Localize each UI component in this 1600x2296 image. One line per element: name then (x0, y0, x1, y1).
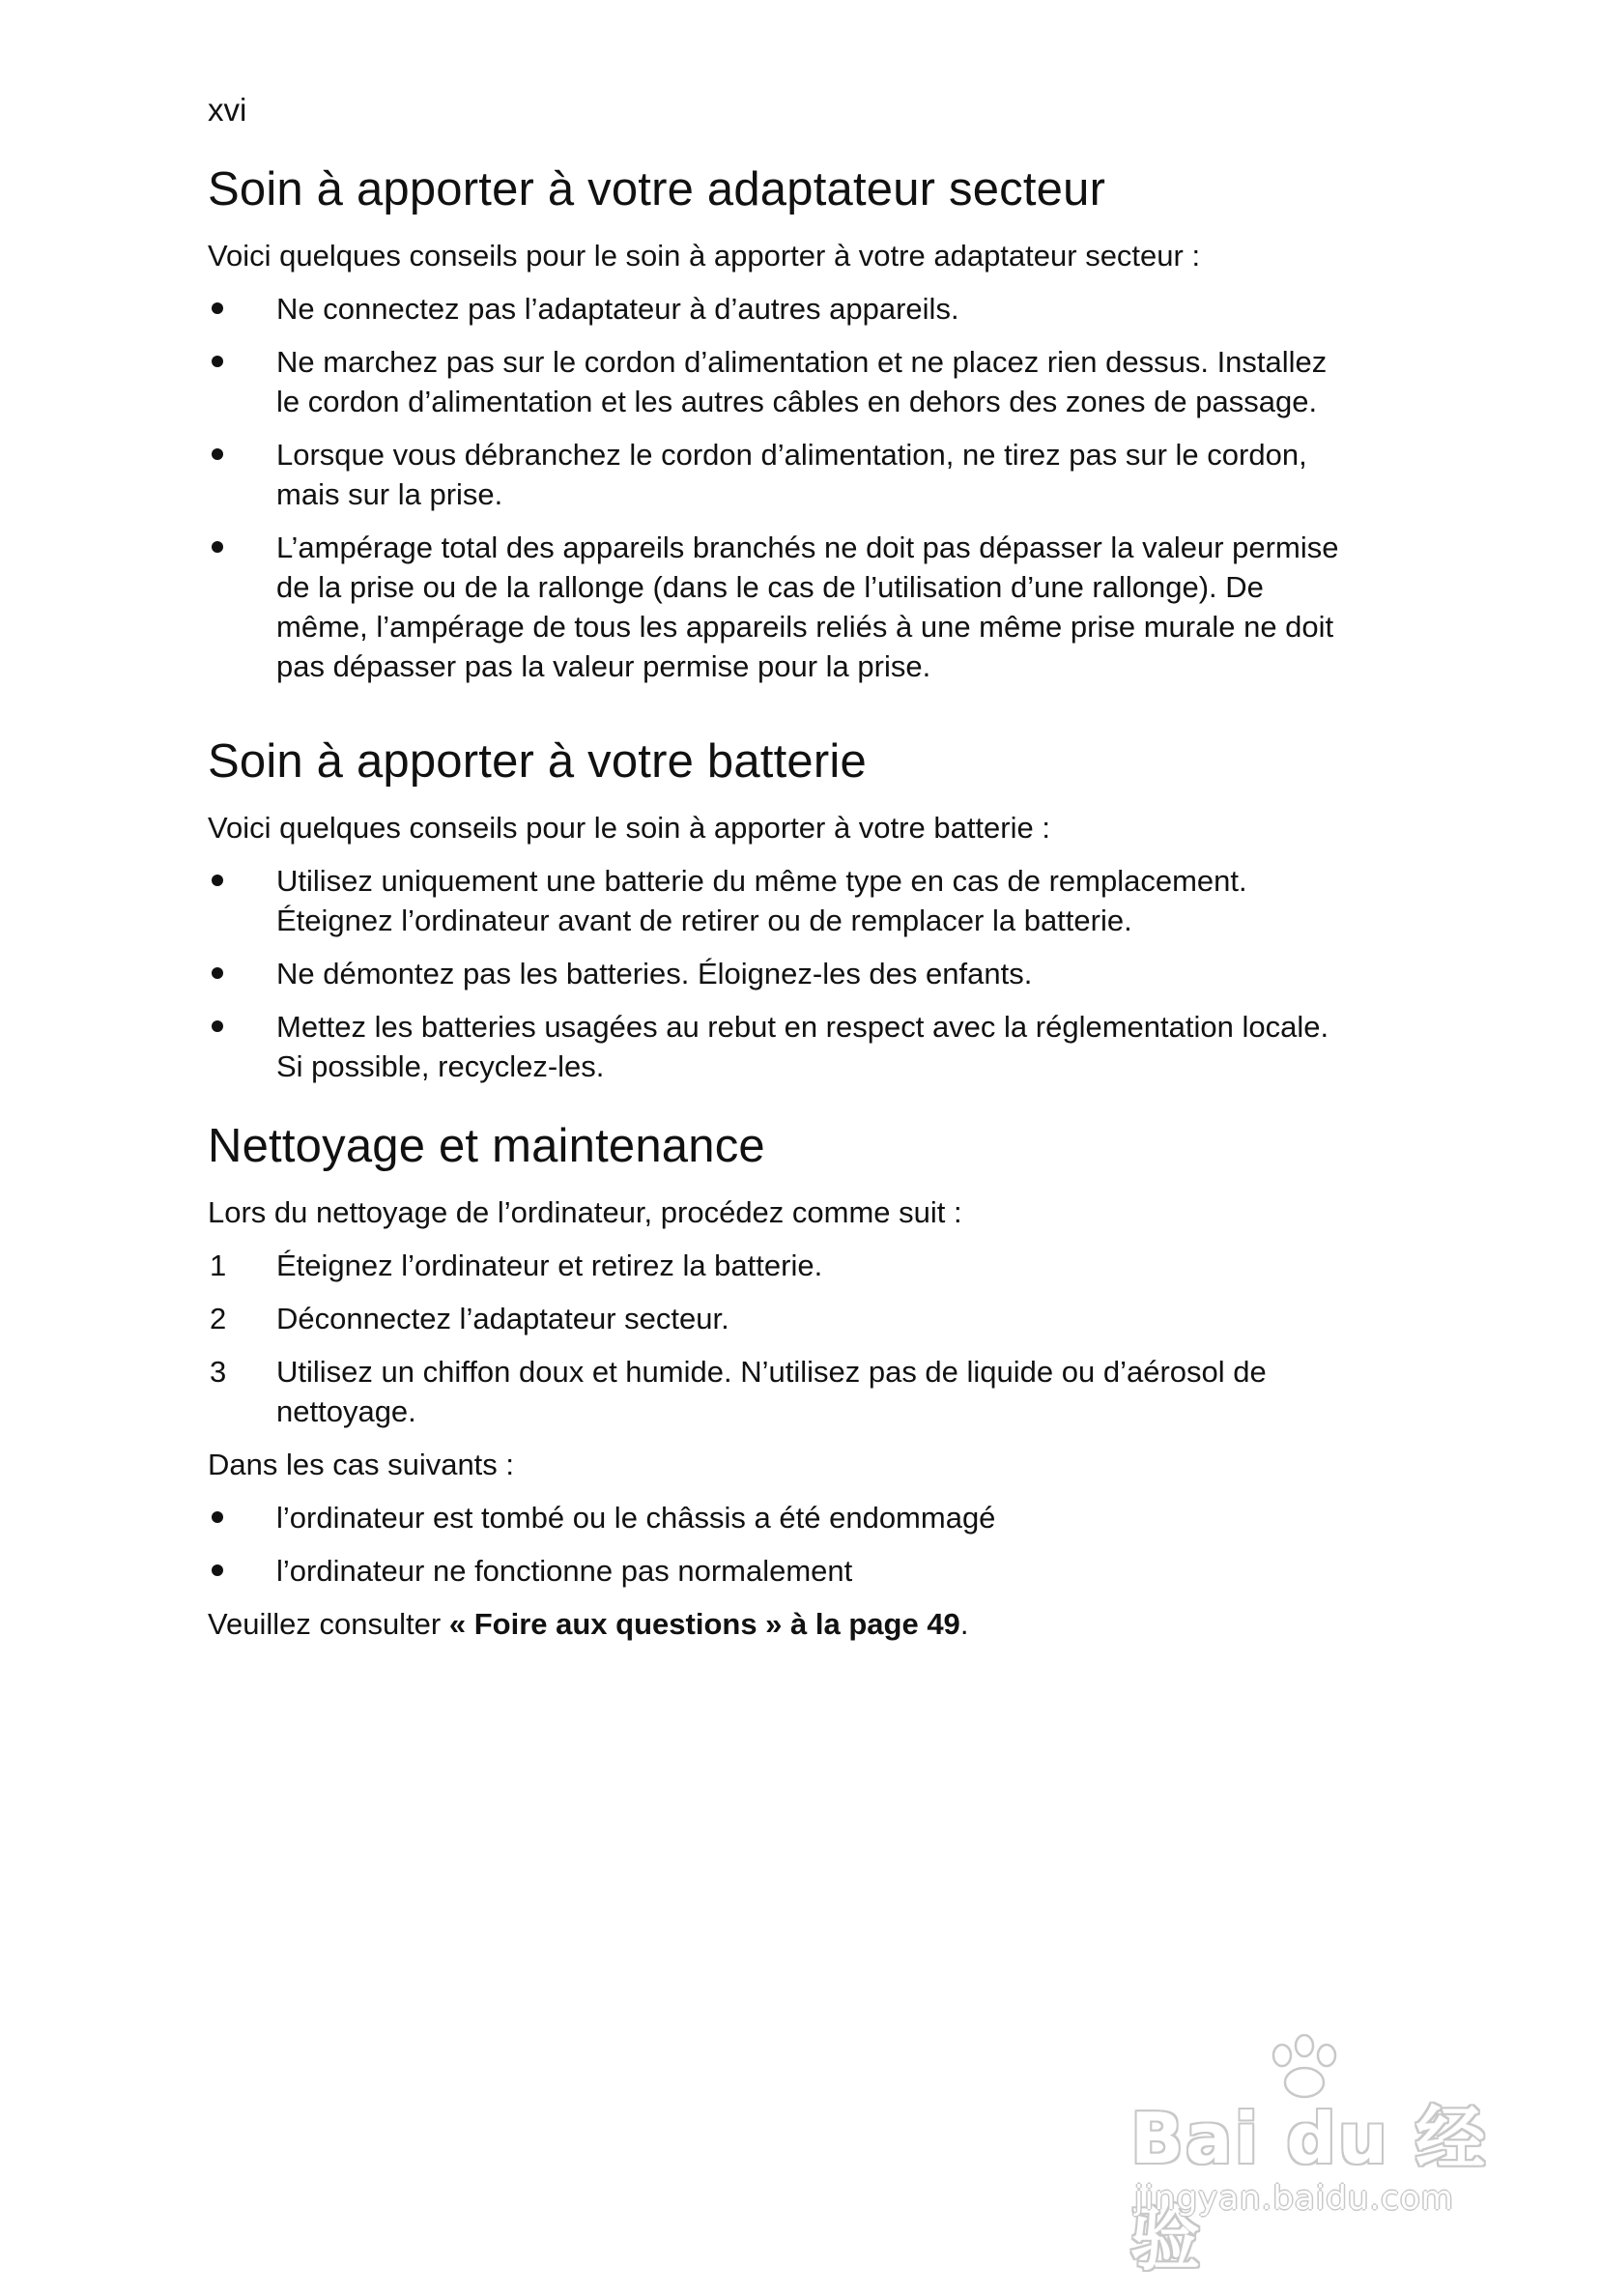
faq-reference (208, 1604, 1348, 1644)
bullet-icon (212, 356, 223, 367)
bullet-icon (212, 967, 223, 979)
step-number: 2 (210, 1302, 227, 1335)
bullet-icon (212, 302, 223, 314)
list-item (208, 861, 1348, 940)
cases-intro: Dans les cas suivants : (208, 1448, 515, 1481)
step-number: 3 (210, 1355, 227, 1389)
list-item (208, 1007, 1348, 1086)
heading-cleaning-maintenance: Nettoyage et maintenance (208, 1120, 765, 1172)
list-item-text: Ne marchez pas sur le cordon d’alimentation et ne placez rien dessus. Installez le cordon d’alimentation et les autres câbles en dehors des zones de passage. (276, 345, 1328, 418)
list-item (208, 1498, 1348, 1537)
step-text: Déconnectez l’adaptateur secteur. (276, 1302, 729, 1335)
list-item-text: Lorsque vous débranchez le cordon d’alimentation, ne tirez pas sur le cordon, mais sur la prise. (276, 438, 1307, 511)
heading-battery-care: Soin à apporter à votre batterie (208, 735, 867, 788)
heading-adapter-care: Soin à apporter à votre adaptateur secteur (208, 163, 1106, 215)
list-item-text: L’ampérage total des appareils branchés ne doit pas dépasser la valeur permise de la prise ou de la rallonge (dans le cas de l’utilisation d’une rallonge). De même, l’ampérage de tous les appareils reliés à une même prise murale ne doit pas dépasser pas la valeur permise pour la prise. (276, 531, 1339, 683)
baidu-watermark (1121, 2034, 1507, 2280)
bullet-icon (212, 1020, 223, 1032)
step-number: 1 (210, 1248, 227, 1282)
bullet-icon (212, 541, 223, 553)
list-item (208, 528, 1348, 686)
list-item-text: Ne connectez pas l’adaptateur à d’autres appareils. (276, 292, 959, 326)
step-text: Éteignez l’ordinateur et retirez la batterie. (276, 1248, 823, 1282)
step-item (208, 1352, 1348, 1431)
list-item-text: l’ordinateur est tombé ou le châssis a été endommagé (276, 1501, 996, 1535)
step-text: Utilisez un chiffon doux et humide. N’utilisez pas de liquide ou d’aérosol de nettoyage. (276, 1355, 1267, 1428)
watermark-url: jingyan.baidu.com (1134, 2179, 1454, 2218)
intro-adapter-care: Voici quelques conseils pour le soin à apporter à votre adaptateur secteur : (208, 239, 1201, 273)
list-item-text: Utilisez uniquement une batterie du même type en cas de remplacement. Éteignez l’ordinateur avant de retirer ou de remplacer la batterie. (276, 864, 1247, 937)
bullet-icon (212, 1511, 223, 1523)
list-item (208, 435, 1348, 514)
list-item-text: Ne démontez pas les batteries. Éloignez-les des enfants. (276, 957, 1033, 990)
bullet-icon (212, 448, 223, 460)
page-number: xvi (208, 92, 247, 128)
bullet-icon (212, 875, 223, 886)
bullet-icon (212, 1564, 223, 1576)
intro-cleaning: Lors du nettoyage de l’ordinateur, procédez comme suit : (208, 1195, 962, 1229)
intro-battery-care: Voici quelques conseils pour le soin à apporter à votre batterie : (208, 811, 1050, 845)
list-adapter-care (208, 289, 1348, 686)
document-body (208, 160, 1348, 1657)
list-item-text: Mettez les batteries usagées au rebut en respect avec la réglementation locale. Si possible, recyclez-les. (276, 1010, 1329, 1083)
list-cases (208, 1498, 1348, 1591)
faq-reference-suffix: . (959, 1607, 969, 1641)
faq-reference-prefix: Veuillez consulter (208, 1607, 449, 1641)
list-battery-care (208, 861, 1348, 1086)
list-item (208, 1551, 1348, 1591)
list-item (208, 342, 1348, 421)
step-item (208, 1299, 1348, 1338)
list-item (208, 289, 1348, 329)
watermark-logo: Bai du 经验 (1130, 2098, 1488, 2280)
list-item-text: l’ordinateur ne fonctionne pas normalement (276, 1554, 853, 1588)
steps-cleaning (208, 1246, 1348, 1431)
list-item (208, 954, 1348, 993)
faq-link[interactable]: « Foire aux questions » à la page 49 (448, 1607, 960, 1641)
step-item (208, 1246, 1348, 1285)
